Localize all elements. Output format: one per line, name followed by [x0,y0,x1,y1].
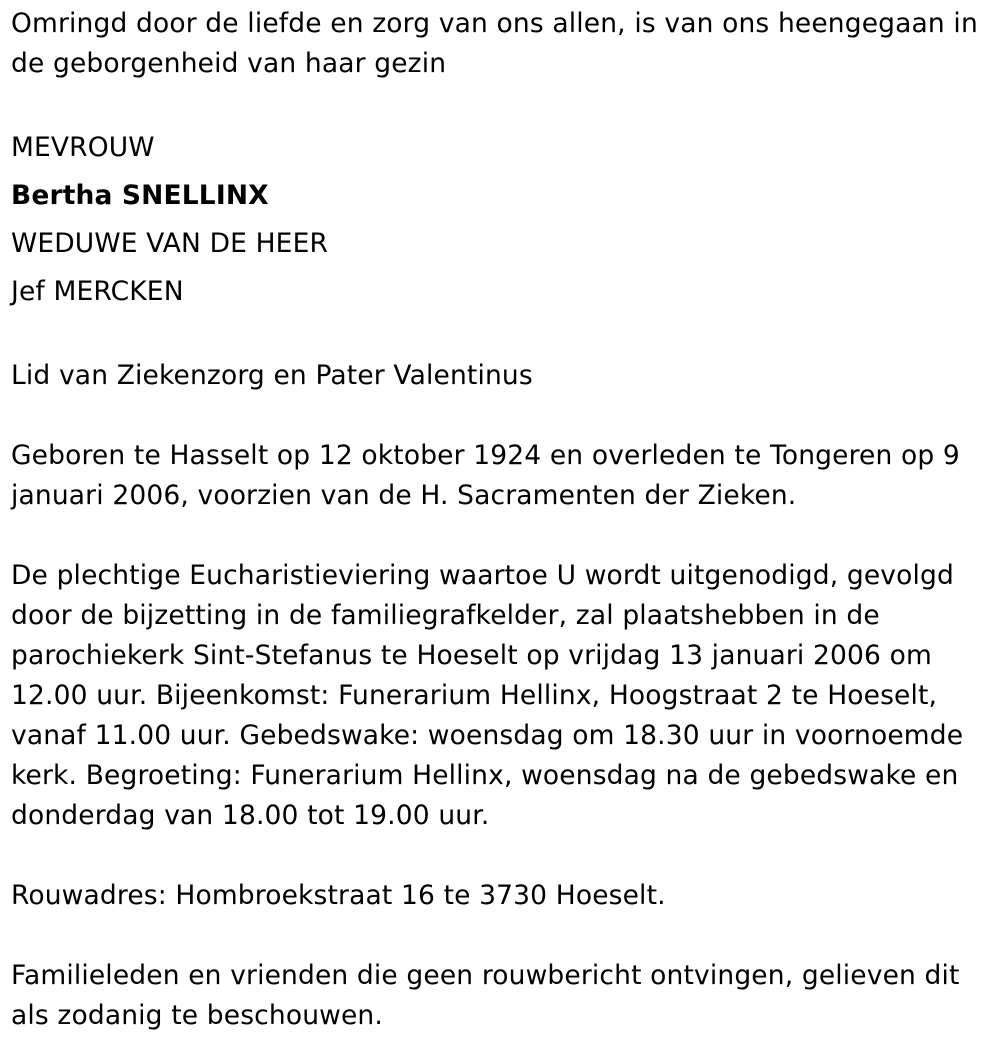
death-notice [11,4,986,1036]
intro-paragraph: Omringd door de liefde en zorg van ons allen, is van ons heengegaan in de geborgenheid van haar gezin [11,8,978,79]
spacer [11,836,986,876]
deceased-title: MEVROUW [11,132,155,163]
spouse-name: Jef MERCKEN [11,276,184,307]
spacer [11,396,986,436]
deceased-name: Bertha SNELLINX [11,180,269,211]
spacer [11,516,986,556]
deceased-block [11,124,986,316]
ceremony-paragraph: De plechtige Eucharistieviering waartoe U wordt uitgenodigd, gevolgd door de bijzetting in de familiegrafkelder, zal plaatshebben in de parochiekerk Sint-Stefanus te Hoeselt op vrijdag 13 januari 2006 om 12.00 uur. Bijeenkomst: Funerarium Hellinx, Hoogstraat 2 te Hoeselt, vanaf 11.00 uur. Gebedswake: woensdag om 18.30 uur in voornoemde kerk. Begroeting: Funerarium Hellinx, woensdag na de gebedswake en donderdag van 18.00 tot 19.00 uur. [11,560,964,831]
address-paragraph: Rouwadres: Hombroekstraat 16 te 3730 Hoeselt. [11,880,666,911]
membership-paragraph: Lid van Ziekenzorg en Pater Valentinus [11,360,533,391]
deceased-relation: WEDUWE VAN DE HEER [11,228,329,259]
spacer [11,316,986,356]
closing-paragraph: Familieleden en vrienden die geen rouwbericht ontvingen, gelieven dit als zodanig te beschouwen. [11,960,960,1031]
birth-death-paragraph: Geboren te Hasselt op 12 oktober 1924 en overleden te Tongeren op 9 januari 2006, voorzien van de H. Sacramenten der Zieken. [11,440,960,511]
spacer [11,916,986,956]
spacer [11,84,986,124]
